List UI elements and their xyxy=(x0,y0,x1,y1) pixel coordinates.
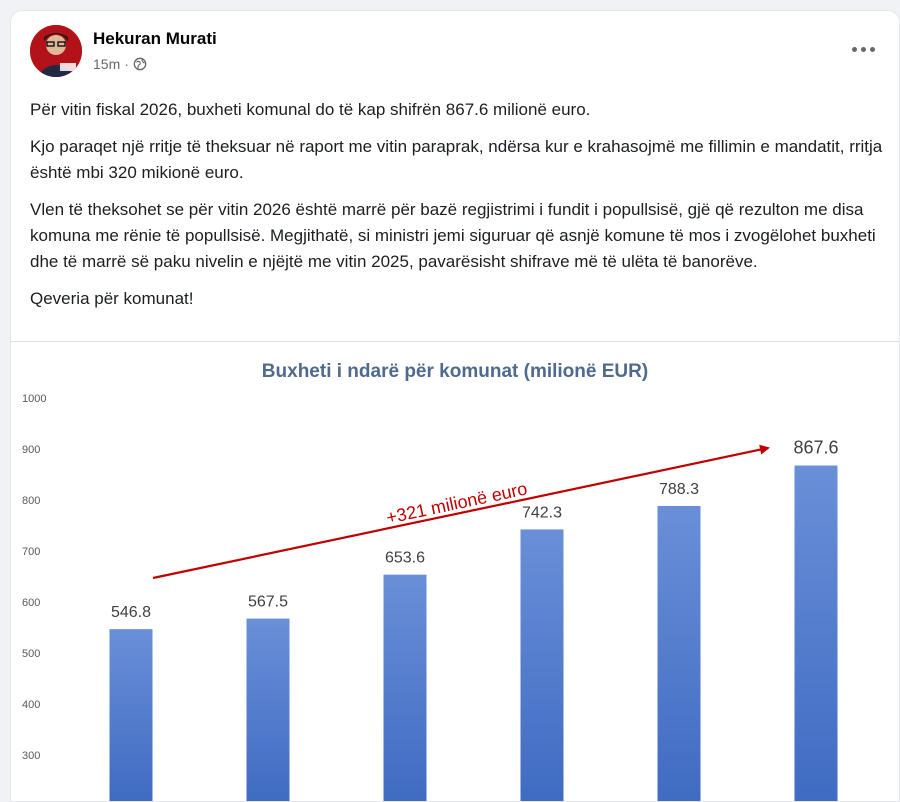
y-tick-label: 1000 xyxy=(22,393,47,405)
meta-separator: · xyxy=(124,56,129,72)
y-tick-label: 800 xyxy=(22,495,41,507)
bar-value-label: 567.5 xyxy=(247,593,289,611)
globe-icon[interactable] xyxy=(133,57,147,71)
y-tick-label: 500 xyxy=(22,648,41,660)
trend-annotation: +321 milionë euro xyxy=(384,478,530,528)
y-tick-label: 700 xyxy=(22,546,41,558)
post-text xyxy=(30,97,890,323)
y-tick-label: 400 xyxy=(22,699,41,711)
y-tick-label: 600 xyxy=(22,597,41,609)
y-tick-label: 900 xyxy=(22,444,41,456)
bar xyxy=(658,506,701,802)
post-paragraph: Për vitin fiskal 2026, buxheti komunal do të kap shifrën 867.6 milionë euro. xyxy=(30,100,591,119)
post-meta xyxy=(93,56,147,72)
bar xyxy=(795,466,838,802)
post-paragraph: Kjo paraqet një rritje të theksuar në raport me vitin paraprak, ndërsa kur e krahasojmë me fillimin e mandatit, rritja është mbi 320 mikionë euro. xyxy=(30,137,883,182)
bar xyxy=(110,629,153,802)
avatar-image xyxy=(30,25,82,77)
avatar[interactable] xyxy=(30,25,82,77)
post-paragraph: Qeveria për komunat! xyxy=(30,289,194,308)
post-time[interactable]: 15m xyxy=(93,56,121,72)
bar-value-label: 546.8 xyxy=(110,604,152,622)
y-tick-label: 300 xyxy=(22,750,41,762)
bar-value-label: 653.6 xyxy=(384,549,426,567)
bar xyxy=(521,529,564,802)
more-options-icon[interactable] xyxy=(845,35,881,63)
post-card xyxy=(10,10,900,802)
bar-value-label: 867.6 xyxy=(793,437,839,458)
bar-value-label: 788.3 xyxy=(658,480,700,498)
author-name[interactable]: Hekuran Murati xyxy=(93,29,217,48)
chart-image[interactable] xyxy=(11,341,899,802)
chart-title: Buxheti i ndarë për komunat (milionë EUR) xyxy=(261,361,649,382)
bar xyxy=(384,575,427,802)
post-paragraph: Vlen të theksohet se për vitin 2026 është marrë për bazë regjistrimi i fundit i popullsisë, gjë që rezulton me disa komuna me rënie të popullsisë. Megjithatë, si ministri jemi siguruar që asnjë komune të mos i zvogëlohet buxheti dhe të marrë së paku nivelin e njëjtë me vitin 2025, pavarësisht shifrave më të ulëta të banorëve. xyxy=(30,200,876,271)
bar xyxy=(247,619,290,802)
bar-chart xyxy=(11,342,899,802)
bar-value-label: 742.3 xyxy=(521,504,563,522)
